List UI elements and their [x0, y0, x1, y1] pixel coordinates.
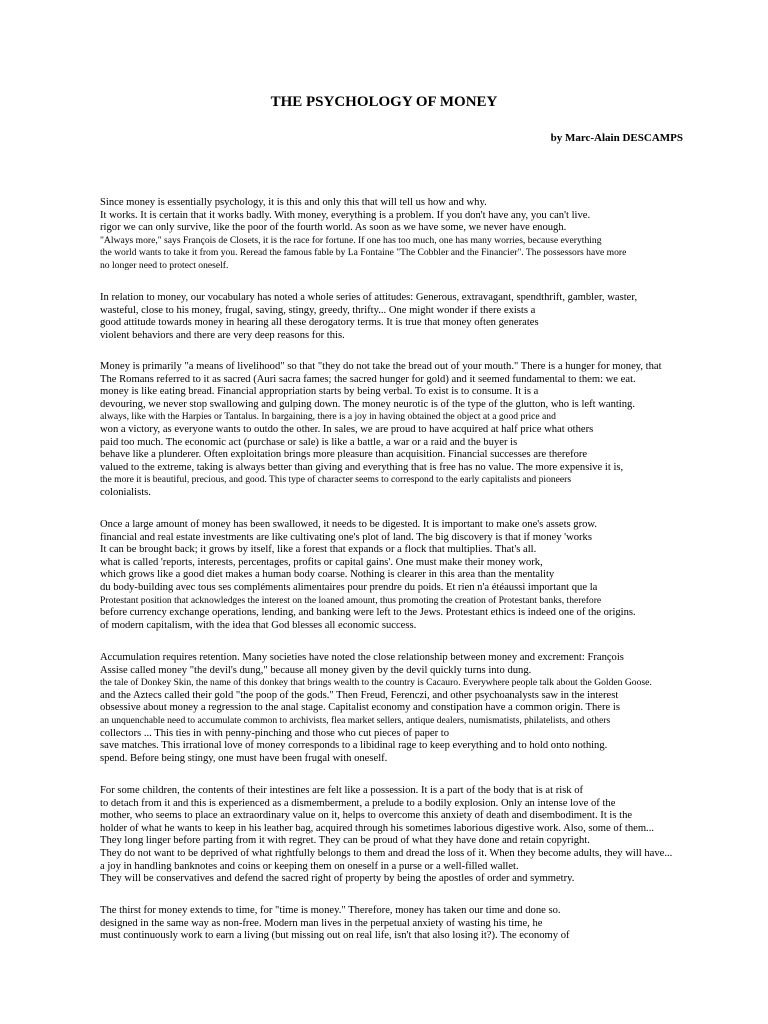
paragraph [100, 519, 740, 632]
text-line: They will be conservatives and defend the sacred right of property by being the apostles of order and symmetry. [100, 873, 575, 885]
text-line: designed in the same way as non-free. Modern man lives in the perpetual anxiety of wasting his time, he [100, 917, 543, 929]
text-line: of modern capitalism, with the idea that God blesses all economic success. [100, 619, 417, 631]
document-title: THE PSYCHOLOGY OF MONEY [270, 94, 498, 110]
text-line: the tale of Donkey Skin, the name of this donkey that brings wealth to the country is Cacauro. Everywhere people talk about the Golden Goose. [100, 677, 652, 689]
text-line: and the Aztecs called their gold "the poop of the gods." Then Freud, Ferenczi, and other psychoanalysts saw in the interest [100, 689, 619, 701]
paragraph [100, 652, 740, 765]
text-line: holder of what he wants to keep in his leather bag, acquired through his sometimes laborious digestive work. Also, some of them... [100, 822, 654, 834]
text-line: must continuously work to earn a living (but missing out on real life, isn't that also losing it?). The economy of [100, 930, 570, 942]
paragraph [100, 785, 740, 886]
text-line: no longer need to protect oneself. [100, 259, 229, 271]
text-line: It can be brought back; it grows by itself, like a forest that expands or a flock that multiplies. That's all. [100, 544, 537, 556]
text-line: rigor we can only survive, like the poor of the fourth world. As soon as we have some, we never have enough. [100, 222, 567, 234]
text-line: an unquenchable need to accumulate common to archivists, flea market sellers, antique dealers, numismatists, philatelists, and others [100, 714, 611, 726]
text-line: Once a large amount of money has been swallowed, it needs to be digested. It is important to make one's assets grow. [100, 519, 598, 530]
text-line: du body-building avec tous ses compléments alimentaires pour prendre du poids. Et rien n'a étéaussi important que la [100, 581, 598, 593]
text-line: the world wants to take it from you. Reread the famous fable by La Fontaine "The Cobbler and the Financier". The possessors have more [100, 247, 627, 259]
text-line: mother, who seems to place an extraordinary value on it, helps to overcome this anxiety of death and disembodiment. It is the [100, 810, 633, 822]
text-line: violent behaviors and there are very deep reasons for this. [100, 329, 345, 341]
text-line: financial and real estate investments are like cultivating one's plot of land. The big discovery is that if money 'works [100, 531, 592, 543]
text-line: money is like eating bread. Financial appropriation starts by being verbal. To exist is to consume. It is a [100, 386, 539, 398]
paragraph [100, 361, 740, 500]
text-line: good attitude towards money in hearing all these derogatory terms. It is true that money often generates [100, 317, 539, 329]
text-line: For some children, the contents of their intestines are felt like a possession. It is a part of the body that is at risk of [100, 785, 584, 796]
text-line: They do not want to be deprived of what rightfully belongs to them and dread the loss of it. When they become adults, they will have... [100, 847, 673, 859]
text-line: devouring, we never stop swallowing and gulping down. The money neurotic is of the type of the glutton, who is left wanting. [100, 398, 635, 410]
text-line: wasteful, close to his money, frugal, saving, stingy, greedy, thrifty... One might wonder if there exists a [100, 304, 536, 316]
text-line: obsessive about money a regression to the anal stage. Capitalist economy and constipation have a common origin. There is [100, 702, 620, 714]
text-line: to detach from it and this is experienced as a dismemberment, a prelude to a bodily explosion. Only an intense love of the [100, 797, 616, 809]
text-line: valued to the extreme, taking is always better than giving and everything that is free has no value. The more expensive it is, [100, 461, 624, 473]
text-line: The thirst for money extends to time, for "time is money." Therefore, money has taken our time and done so. [100, 905, 561, 916]
text-line: They long linger before parting from it with regret. They can be proud of what they have done and retain copyright. [100, 835, 590, 847]
text-line: It works. It is certain that it works badly. With money, everything is a problem. If you don't have any, you can't live. [100, 209, 591, 221]
text-line: behave like a plunderer. Often exploitation brings more pleasure than acquisition. Financial successes are therefore [100, 449, 588, 461]
paragraph [100, 905, 740, 943]
text-line: The Romans referred to it as sacred (Auri sacra fames; the sacred hunger for gold) and it seemed fundamental to them: we eat. [100, 373, 636, 385]
text-line: always, like with the Harpies or Tantalus. In bargaining, there is a joy in having obtained the object at a good price and [100, 411, 556, 423]
text-line: collectors ... This ties in with penny-pinching and those who cut pieces of paper to [100, 727, 450, 739]
text-line: colonialists. [100, 486, 151, 498]
text-line: "Always more," says François de Closets, it is the race for fortune. If one has too much, one has many worries, because everything [100, 234, 602, 246]
text-line: the more it is beautiful, precious, and good. This type of character seems to correspond to the early capitalists and pioneers [100, 474, 572, 486]
text-line: In relation to money, our vocabulary has noted a whole series of attitudes: Generous, extravagant, spendthrift, gambler, waster, [100, 292, 638, 303]
author-byline: by Marc-Alain DESCAMPS [550, 132, 683, 144]
text-line: won a victory, as everyone wants to outdo the other. In sales, we are proud to have acquired at half price what others [100, 423, 594, 435]
text-line: Assise called money "the devil's dung," because all money given by the devil quickly turns into dung. [100, 664, 532, 676]
text-line: Protestant position that acknowledges the interest on the loaned amount, thus promoting the creation of Protestant banks, therefore [100, 594, 602, 606]
text-line: what is called 'reports, interests, percentages, profits or capital gains'. One must make their money work, [100, 556, 543, 568]
text-line: Money is primarily "a means of livelihood" so that "they do not take the bread out of your mouth." There is a hunger for money, that [100, 361, 662, 372]
text-line: Since money is essentially psychology, it is this and only this that will tell us how and why. [100, 197, 487, 208]
text-line: paid too much. The economic act (purchase or sale) is like a battle, a war or a raid and the buyer is [100, 436, 518, 448]
text-line: save matches. This irrational love of money corresponds to a libidinal rage to keep everything and to hold onto nothing. [100, 740, 608, 752]
text-line: spend. Before being stingy, one must have been frugal with oneself. [100, 752, 388, 764]
paragraph [100, 292, 740, 342]
text-line: Accumulation requires retention. Many societies have noted the close relationship between money and excrement: François [100, 652, 624, 663]
text-line: before currency exchange operations, lending, and banking were left to the Jews. Protestant ethics is indeed one of the origins. [100, 607, 636, 619]
paragraph [100, 197, 740, 273]
text-line: which grows like a good diet makes a human body coarse. Nothing is clearer in this area than the mentality [100, 569, 555, 581]
text-line: a joy in handling banknotes and coins or keeping them on oneself in a purse or a well-filled wallet. [100, 860, 519, 872]
